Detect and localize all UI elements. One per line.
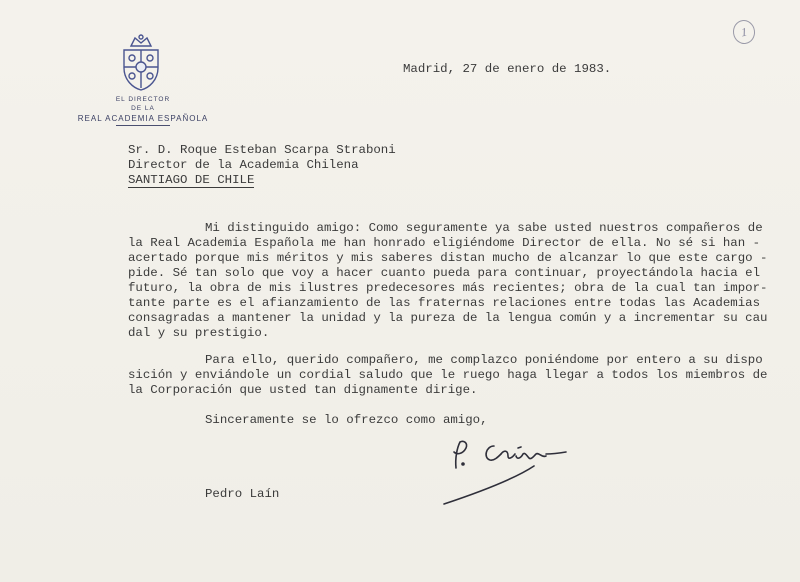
letterhead-institution: REAL ACADEMIA ESPAÑOLA [77, 114, 209, 123]
letter-date: Madrid, 27 de enero de 1983. [403, 62, 612, 76]
recipient-line-1: Sr. D. Roque Esteban Scarpa Straboni [128, 143, 396, 157]
royal-crest-icon [118, 34, 164, 92]
page-number-mark: 1 [731, 19, 756, 46]
signer-name: Pedro Laín [205, 487, 280, 501]
paragraph-1-line: dal y su prestigio. [128, 326, 270, 340]
handwritten-signature [436, 434, 576, 506]
paragraph-1-line: pide. Sé tan solo que voy a hacer cuanto pueda para continuar, proyectándola hacia el [128, 266, 761, 280]
paragraph-1-line: consagradas a mantener la unidad y la pureza de la lengua común y a incrementar su cau [128, 311, 768, 325]
paragraph-1-line: acertado porque mis méritos y mis saberes distan mucho de alcanzar lo que este cargo - [128, 251, 768, 265]
closing-line: Sinceramente se lo ofrezco como amigo, [205, 413, 488, 427]
paragraph-1-line: tante parte es el afianzamiento de las fraternas relaciones entre todas las Academias [128, 296, 761, 310]
paragraph-1-line: la Real Academia Española me han honrado eligiéndome Director de ella. No sé si han - [128, 236, 761, 250]
paragraph-1-line: Mi distinguido amigo: Como seguramente ya sabe usted nuestros compañeros de [205, 221, 763, 235]
recipient-line-3: SANTIAGO DE CHILE [128, 173, 255, 187]
letterhead-rule [116, 125, 170, 126]
letterhead [70, 95, 216, 126]
letterhead-line-1: EL DIRECTOR [115, 96, 171, 103]
paragraph-2-line: la Corporación que usted tan dignamente dirige. [128, 383, 478, 397]
paragraph-2-line: sición y enviándole un cordial saludo que le ruego haga llegar a todos los miembros de [128, 368, 768, 382]
paragraph-2-line: Para ello, querido compañero, me complazco poniéndome por entero a su dispo [205, 353, 763, 367]
recipient-line-2: Director de la Academia Chilena [128, 158, 359, 172]
paragraph-1-line: futuro, la obra de mis ilustres predecesores más recientes; obra de la cual tan impor- [128, 281, 768, 295]
letterhead-line-2: DE LA [131, 105, 155, 112]
